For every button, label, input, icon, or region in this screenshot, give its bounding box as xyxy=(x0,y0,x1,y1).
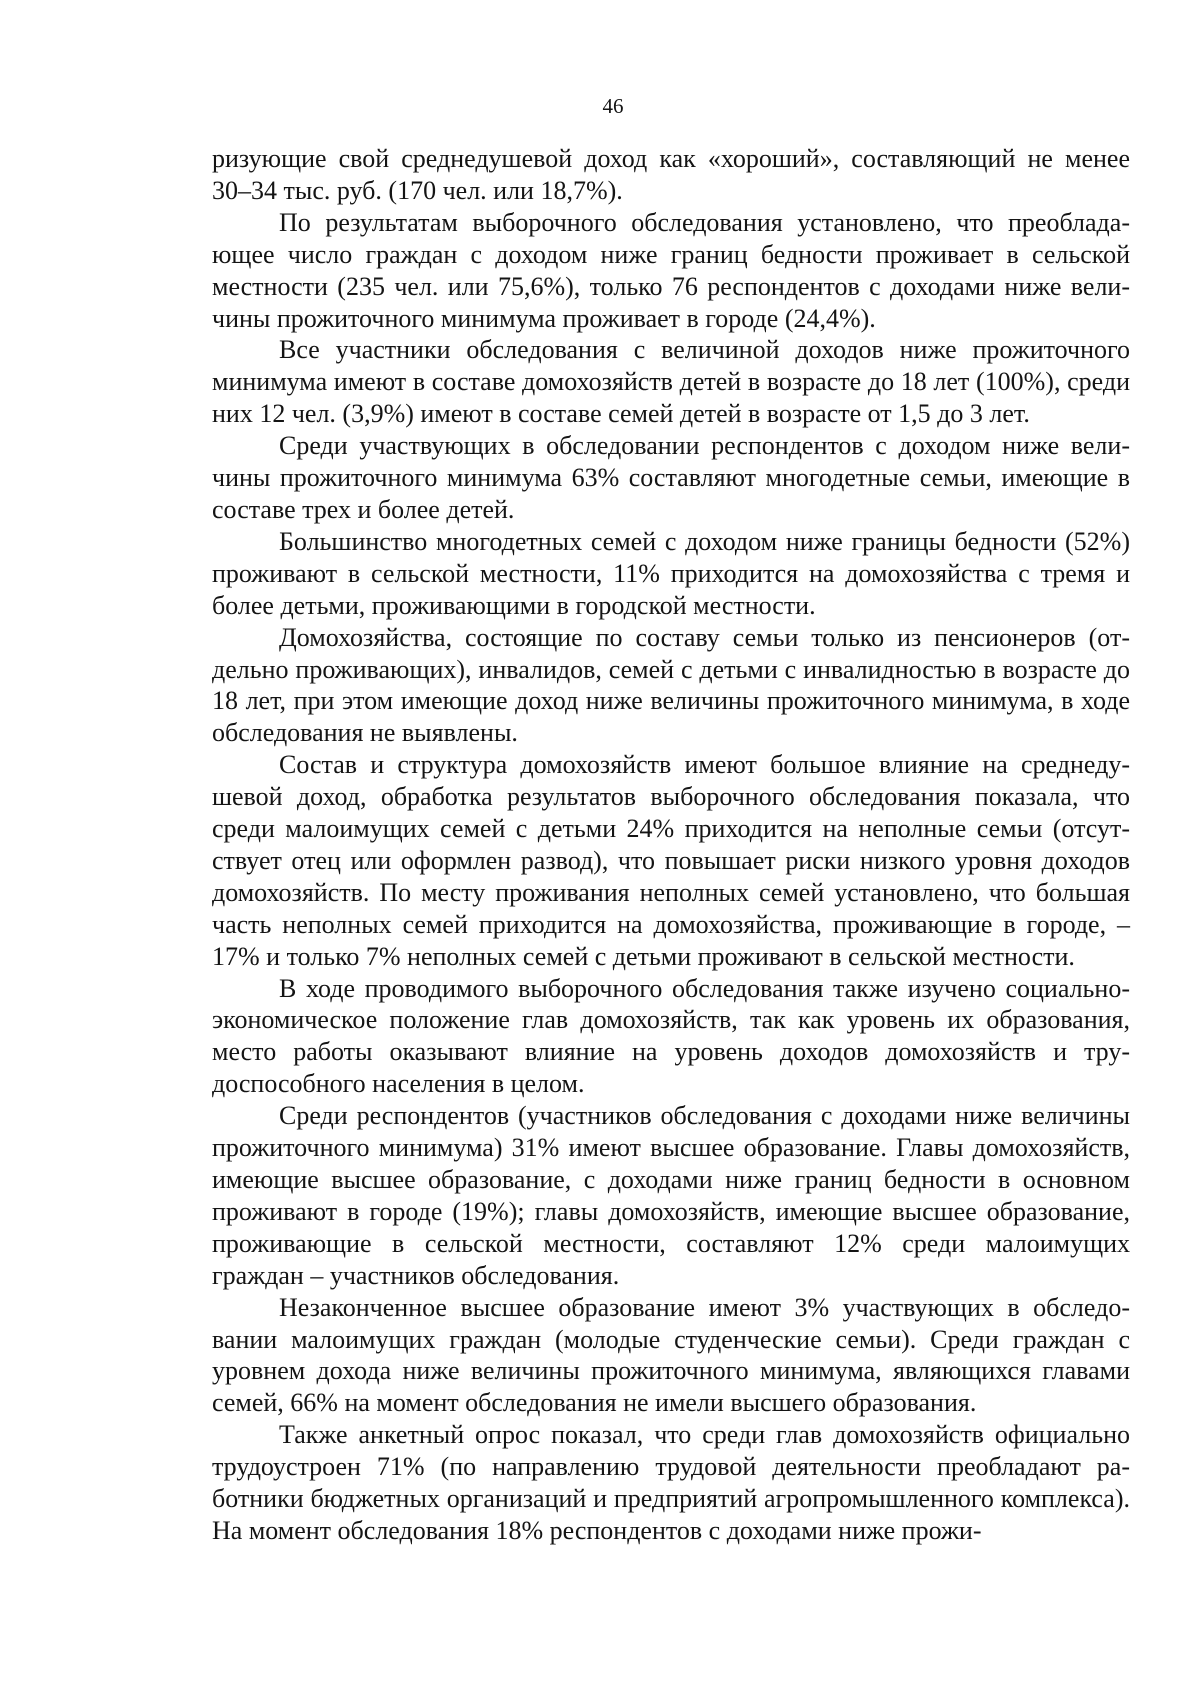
paragraph-4: Среди участвующих в обследовании респондентов с доходом ниже величины прожиточного минимума 63% составляют многодетные семьи, имеющие в составе трех и более детей. xyxy=(212,431,1130,524)
paragraph-9: Среди респондентов (участников обследования с доходами ниже величины прожиточного минимума) 31% имеют высшее образование. Главы домохозяйств, имеющие высшее образование, с доходами ниже границ бедности в основном проживают в городе (19%); главы домохозяйств, имеющие высшее образование, проживающие в сельской местности, составляют 12% среди малоимущих граждан – участников обследования. xyxy=(212,1101,1130,1290)
paragraph-1: ризующие свой среднедушевой доход как «хороший», составляющий не менее 30–34 тыс. руб. (170 чел. или 18,7%). xyxy=(212,144,1130,205)
paragraph-3: Все участники обследования с величиной доходов ниже прожиточного минимума имеют в составе домохозяйств детей в возрасте до 18 лет (100%), среди них 12 чел. (3,9%) имеют в составе семей детей в возрасте от 1,5 до 3 лет. xyxy=(212,335,1130,429)
paragraph-11: Также анкетный опрос показал, что среди глав домохозяйств официально трудоустроен 71% (по направлению трудовой деятельности преобладают работники бюджетных организаций и предприятий агропромышленного комплекса). На момент обследования 18% респондентов с доходами ниже прожи- xyxy=(212,1420,1130,1545)
paragraph-7: Состав и структура домохозяйств имеют большое влияние на среднедушевой доход, обработка результатов выборочного обследования показала, что среди малоимущих семей с детьми 24% приходится на неполные семьи (отсутствует отец или оформлен развод), что повышает риски низкого уровня доходов домохозяйств. По месту проживания неполных семей установлено, что большая часть неполных семей приходится на домохозяйства, проживающие в городе, – 17% и только 7% неполных семей с детьми проживают в сельской местности. xyxy=(212,750,1130,971)
paragraph-5: Большинство многодетных семей с доходом ниже границы бедности (52%) проживают в сельской местности, 11% приходится на домохозяйства с тремя и более детьми, проживающими в городской местности. xyxy=(212,526,1130,620)
paragraph-10: Незаконченное высшее образование имеют 3% участвующих в обследовании малоимущих граждан (молодые студенческие семьи). Среди граждан с уровнем дохода ниже величины прожиточного минимума, являющихся главами семей, 66% на момент обследования не имели высшего образования. xyxy=(212,1292,1130,1418)
page-number: 46 xyxy=(602,94,624,118)
paragraph-2: По результатам выборочного обследования установлено, что преобладающее число граждан с доходом ниже границ бедности проживает в сельской местности (235 чел. или 75,6%), только 76 респондентов с доходами ниже величины прожиточного минимума проживает в городе (24,4%). xyxy=(212,207,1130,333)
paragraph-6: Домохозяйства, состоящие по составу семьи только из пенсионеров (отдельно проживающих), инвалидов, семей с детьми с инвалидностью в возрасте до 18 лет, при этом имеющие доход ниже величины прожиточного минимума, в ходе обследования не выявлены. xyxy=(212,622,1130,748)
body-text xyxy=(212,143,1130,1547)
paragraph-8: В ходе проводимого выборочного обследования также изучено социально-экономическое положение глав домохозяйств, так как уровень их образования, место работы оказывают влияние на уровень доходов домохозяйств и трудоспособного населения в целом. xyxy=(212,973,1130,1099)
